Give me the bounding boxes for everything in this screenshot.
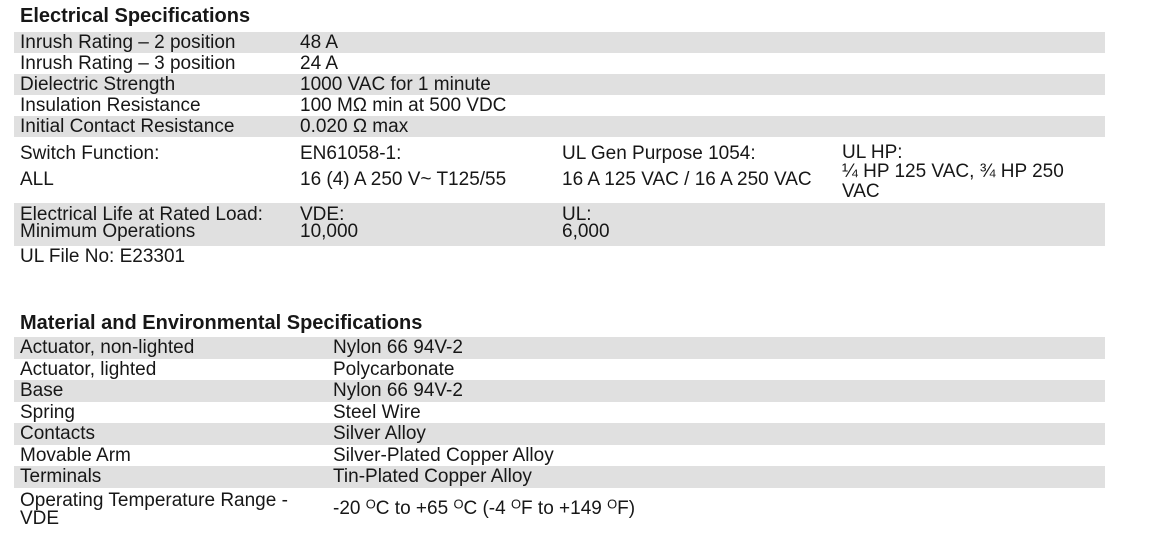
table-row bbox=[14, 359, 1105, 381]
spec-label: Actuator, non-lighted bbox=[20, 337, 195, 358]
table-row bbox=[14, 423, 1105, 445]
operating-temperature-row bbox=[14, 488, 1105, 530]
spec-value: 24 A bbox=[300, 53, 339, 74]
table-row bbox=[14, 402, 1105, 424]
table-row bbox=[14, 53, 1105, 74]
electrical-specifications-title: Electrical Specifications bbox=[20, 5, 251, 27]
temperature-value: -20 $^O$C to +65 $^O$C (-4 $^O$F to +149 $^O$F) bbox=[333, 496, 636, 519]
switch-function-row bbox=[14, 137, 1105, 203]
ul-col bbox=[562, 203, 842, 247]
ul-gen-purpose-col bbox=[562, 137, 842, 203]
spec-label: UL Gen Purpose 1054: bbox=[562, 143, 756, 164]
spec-label: Movable Arm bbox=[20, 444, 131, 466]
spec-value: ¼ HP 125 VAC, ¾ HP 250 VAC bbox=[842, 161, 1064, 202]
spec-label: Actuator, lighted bbox=[20, 358, 157, 380]
spec-label: VDE: bbox=[300, 203, 345, 225]
spec-label: Dielectric Strength bbox=[20, 74, 176, 95]
spec-value: Polycarbonate bbox=[333, 358, 455, 380]
spec-value: Nylon 66 94V-2 bbox=[333, 337, 463, 358]
spec-label: Inrush Rating – 3 position bbox=[20, 53, 236, 74]
spec-label: Operating Temperature Range - VDE bbox=[20, 490, 288, 529]
spec-value: 16 (4) A 250 V~ T125/55 bbox=[300, 169, 507, 190]
spec-value: Tin-Plated Copper Alloy bbox=[333, 466, 532, 487]
table-row bbox=[14, 32, 1105, 53]
spec-label: UL: bbox=[562, 203, 592, 225]
spec-value: Steel Wire bbox=[333, 401, 421, 423]
spec-label: EN61058-1: bbox=[300, 143, 402, 164]
ul-hp-col bbox=[842, 137, 1105, 203]
electrical-life-row bbox=[14, 203, 1105, 247]
spec-value: 10,000 bbox=[300, 220, 359, 242]
spec-label: Inrush Rating – 2 position bbox=[20, 32, 236, 53]
spec-label: Switch Function: bbox=[20, 143, 160, 164]
table-row bbox=[14, 95, 1105, 116]
table-row bbox=[14, 116, 1105, 137]
material-specifications-title: Material and Environmental Specifications bbox=[20, 312, 423, 334]
ul-file-number: UL File No: E23301 bbox=[20, 246, 186, 267]
spec-value: 16 A 125 VAC / 16 A 250 VAC bbox=[562, 169, 812, 190]
vde-col bbox=[300, 203, 562, 247]
spec-value: 48 A bbox=[300, 32, 339, 53]
electrical-specifications-table bbox=[14, 32, 1105, 267]
spec-value: 0.020 Ω max bbox=[300, 116, 409, 137]
spec-value: 6,000 bbox=[562, 220, 610, 242]
spec-label: Base bbox=[20, 380, 64, 401]
spec-label: Minimum Operations bbox=[20, 220, 196, 242]
spec-value: 100 MΩ min at 500 VDC bbox=[300, 95, 507, 116]
spec-value bbox=[333, 488, 1105, 530]
spec-value: Nylon 66 94V-2 bbox=[333, 380, 463, 401]
table-row bbox=[14, 74, 1105, 95]
table-row bbox=[14, 445, 1105, 467]
switch-function-col bbox=[20, 137, 300, 203]
spec-value: ALL bbox=[20, 169, 54, 190]
table-row bbox=[14, 380, 1105, 402]
spec-label: Insulation Resistance bbox=[20, 95, 201, 116]
en61058-col bbox=[300, 137, 562, 203]
spec-label: Electrical Life at Rated Load: bbox=[20, 203, 263, 225]
spec-label: Initial Contact Resistance bbox=[20, 116, 235, 137]
electrical-life-col bbox=[20, 203, 300, 247]
table-row bbox=[14, 337, 1105, 359]
spec-label: Spring bbox=[20, 401, 75, 423]
empty-col bbox=[842, 206, 1105, 247]
spec-value: 1000 VAC for 1 minute bbox=[300, 74, 491, 95]
spec-value: Silver Alloy bbox=[333, 423, 426, 444]
table-row bbox=[14, 466, 1105, 488]
spec-label: Terminals bbox=[20, 466, 102, 487]
spec-value: Silver-Plated Copper Alloy bbox=[333, 444, 554, 466]
material-specifications-table bbox=[14, 337, 1105, 530]
spec-label: UL HP: bbox=[842, 142, 903, 163]
spec-label: Contacts bbox=[20, 423, 95, 444]
